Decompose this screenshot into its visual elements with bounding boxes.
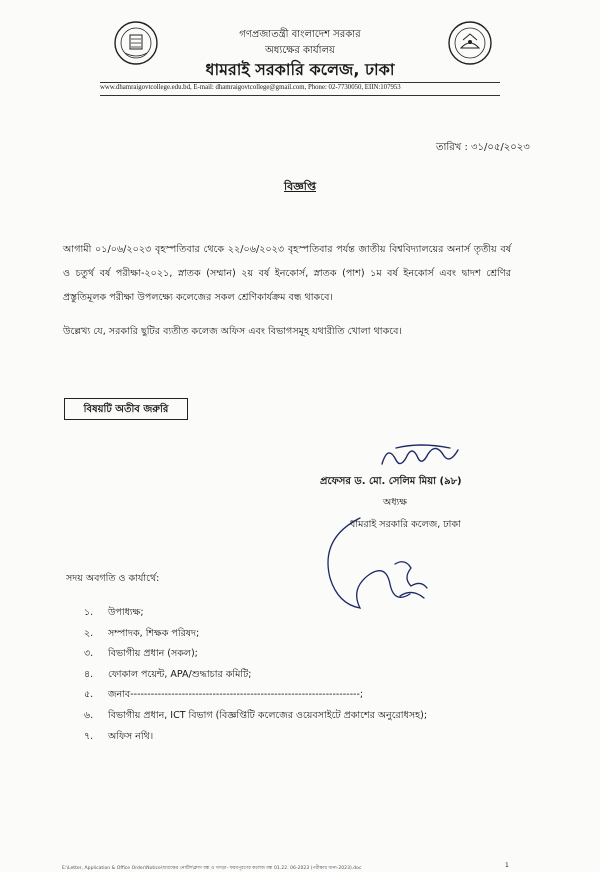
principal-signature — [378, 442, 474, 476]
signatory-designation: অধ্যক্ষ — [383, 497, 408, 508]
header-contact: www.dhamraigovtcollege.edu.bd, E-mail: dhamraigovtcollege@gmail.com, Phone: 02-7730050, EIIN:107953 — [100, 84, 401, 91]
list-item: ৭. অফিস নথি। — [84, 730, 154, 742]
header-rule-top — [100, 82, 500, 83]
urgent-note: বিষয়টি অতীব জরুরি — [64, 398, 188, 420]
signatory-organization: ধামরাই সরকারি কলেজ, ঢাকা — [350, 519, 461, 530]
notice-paragraph-1: আগামী ০১/০৬/২০২৩ বৃহস্পতিবার থেকে ২২/০৬/২০২৩ বৃহস্পতিবার পর্যন্ত জাতীয় বিশ্ববিদ্যালয়ের অনার্স তৃতীয় বর্ষ ও চতুর্থ বর্ষ পরীক্ষা-২০২১, স্নাতক (সম্মান) ২য় বর্ষ ইনকোর্স, স্নাতক (পাশ) ১ম বর্ষ ইনকোর্স এবং দ্বাদশ শ্রেণির প্রস্তুতিমূলক পরীক্ষা উপলক্ষ্যে কলেজের সকল শ্রেণিকার্যক্রম বন্ধ থাকবে। — [63, 244, 511, 303]
header-office: অধ্যক্ষের কার্যালয় — [265, 45, 335, 56]
notice-paragraph-2: উল্লেখ্য যে, সরকারি ছুটির ব্যতীত কলেজ অফিস এবং বিভাগসমূহ যথারীতি খোলা থাকবে। — [63, 326, 402, 337]
list-item: ২. সম্পাদক, শিক্ষক পরিষদ; — [84, 627, 200, 639]
file-path-footer: E:\Letter, Application & Office Order\Notice\অধ্যক্ষের নোটিশ\ক্লাস বন্ধ ও খসড়া- ফরমপূরণের কলেজ বন্ধ 01.22. 06-2023 (পরীক্ষার জন্য-2023).doc — [62, 866, 362, 871]
header-government: গণপ্রজাতন্ত্রী বাংলাদেশ সরকার — [239, 29, 361, 40]
list-item: ৬. বিভাগীয় প্রধান, ICT বিভাগ (বিজ্ঞপ্তিটি কলেজের ওয়েবসাইটে প্রকাশের অনুরোধসহ); — [84, 709, 428, 721]
college-name: ধামরাই সরকারি কলেজ, ঢাকা — [205, 60, 395, 79]
distribution-list — [84, 603, 524, 747]
distribution-heading: সদয় অবগতি ও কার্যার্থে: — [66, 573, 160, 584]
notice-title — [0, 178, 600, 197]
signatory-name: প্রফেসর ড. মো. সেলিম মিয়া (৯৮) — [320, 476, 462, 487]
list-item: ৩. বিভাগীয় প্রধান (সকল); — [84, 648, 198, 660]
notice-title-text: বিজ্ঞপ্তি — [284, 180, 316, 193]
header-rule-bottom — [100, 95, 500, 96]
list-item: ৫. জনাব-------------------------------------------------------------------; — [84, 689, 364, 701]
page-number: 1 — [505, 862, 509, 869]
list-item: ৪. ফোকাল পয়েন্ট, APA/শুদ্ধাচার কমিটি; — [84, 668, 252, 680]
notice-date: তারিখ : ৩১/০৫/২০২৩ — [436, 142, 530, 153]
list-item: ১. উপাধ্যক্ষ; — [84, 607, 144, 618]
